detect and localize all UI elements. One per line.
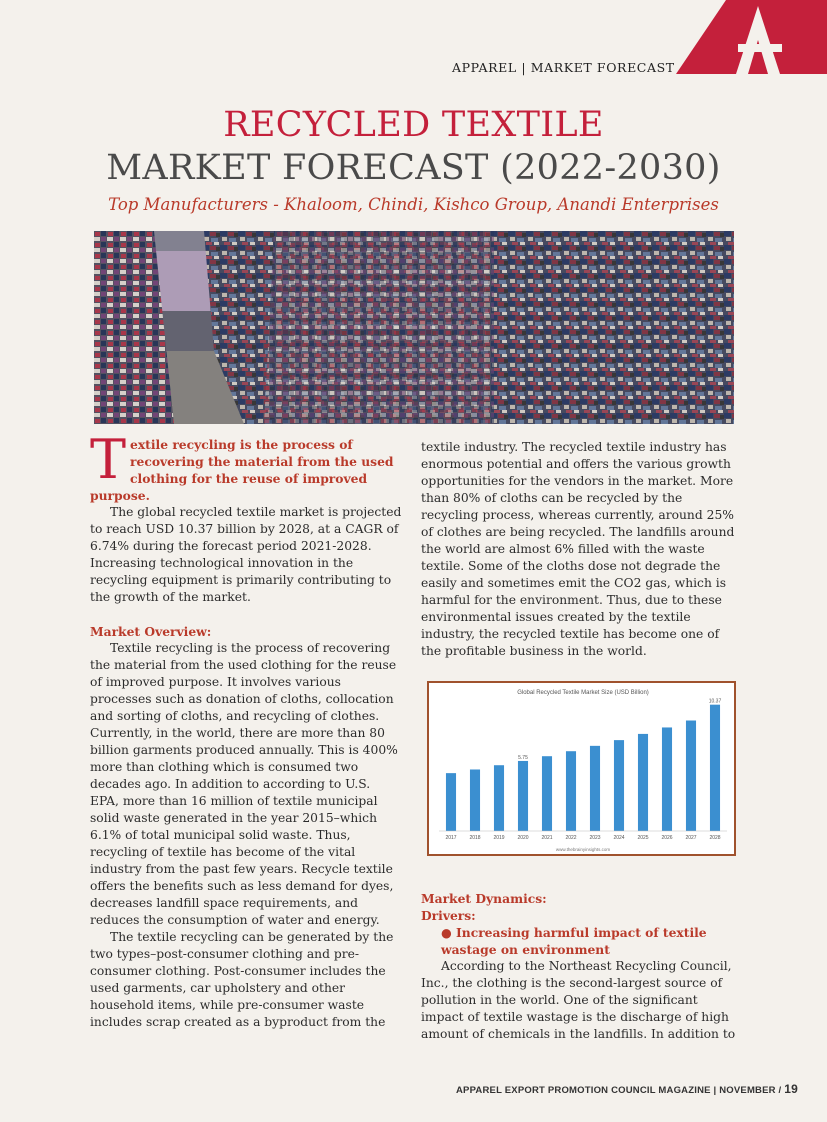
- chart-tick-label: 2026: [661, 835, 673, 841]
- section-label: APPAREL | MARKET FORECAST: [452, 60, 675, 75]
- chart-tick-label: 2024: [613, 835, 625, 841]
- chart-bar-2018: [470, 769, 480, 831]
- chart-bar-2023: [590, 746, 600, 831]
- chart-tick-label: 2021: [541, 835, 553, 841]
- chart-bar-2020: [518, 761, 528, 831]
- market-size-chart: [427, 681, 736, 856]
- paragraph-market-projection: The global recycled textile market is projected to reach USD 10.37 billion by 2028, at a CAGR of 6.74% during the forecast period 2021-2028. Increasing technological innovation in the recycling equipment is primarily contributing to the growth of the market.: [90, 505, 402, 604]
- hero-photo: [94, 231, 734, 424]
- chart-bar-2026: [662, 727, 672, 831]
- magazine-corner-logo: [676, 0, 827, 74]
- chart-tick-label: 2022: [565, 835, 577, 841]
- page-footer: [456, 1082, 798, 1096]
- paragraph-overview: Textile recycling is the process of recovering the material from the used clothing for the reuse of improved purpose. It involves various processes such as donation of cloths, collocation and sorting of cloths, and recycling of clothes. Currently, in the world, there are more than 80 billion garments produced annually. This is 400% more than clothing which is consumed two decades ago. In addition to according to U.S. EPA, more than 16 million of textile municipal solid waste generated in the year 2015–which 6.1% of total municipal solid waste. Thus, recycling of textile has become of the vital industry from the past few years. Recycle textile offers the benefits such as less demand for dyes, decreases landfill space requirements, and reduces the consumption of water and energy.: [90, 641, 398, 927]
- chart-bar-2027: [686, 721, 696, 831]
- article-subtitle: Top Manufacturers - Khaloom, Chindi, Kishco Group, Anandi Enterprises: [108, 195, 719, 214]
- chart-title: Global Recycled Textile Market Size (USD Billion): [517, 690, 649, 696]
- drop-cap: T: [90, 428, 127, 491]
- chart-tick-label: 2025: [637, 835, 649, 841]
- article-title-line1: RECYCLED TEXTILE: [223, 105, 604, 145]
- heading-drivers: Drivers:: [421, 908, 476, 923]
- article-title-line2: MARKET FORECAST (2022-2030): [106, 148, 721, 188]
- chart-bar-2022: [566, 751, 576, 831]
- heading-market-overview: Market Overview:: [90, 624, 212, 639]
- page-number: 19: [784, 1082, 798, 1096]
- chart-tick-label: 2017: [445, 835, 457, 841]
- chart-tick-label: 2028: [709, 835, 721, 841]
- chart-bar-2024: [614, 740, 624, 831]
- chart-data-label: 10.37: [708, 698, 722, 705]
- paragraph-drivers: According to the Northeast Recycling Council, Inc., the clothing is the second-largest source of pollution in the world. One of the significant impact of textile wastage is the discharge of high amount of chemicals in the landfills. In addition to: [421, 959, 736, 1041]
- chart-tick-label: 2019: [493, 835, 505, 841]
- bullet-driver: [421, 924, 737, 958]
- footer-text: APPAREL EXPORT PROMOTION COUNCIL MAGAZINE | NOVEMBER: [456, 1085, 776, 1096]
- paragraph-industry: textile industry. The recycled textile industry has enormous potential and offers the various growth opportunities for the vendors in the market. More than 80% of cloths can be recycled by the recycling process, whereas currently, around 25% of clothes are being recycled. The landfills around the world are almost 6% filled with the waste textile. Some of the cloths dose not degrade the easily and sometimes emit the CO2 gas, which is harmful for the environment. Thus, due to these environmental issues created by the textile industry, the recycled textile has become one of the profitable business in the world.: [421, 440, 735, 658]
- article-column-right-lower: [421, 890, 737, 1043]
- paragraph-types: The textile recycling can be generated by the two types–post-consumer clothing and pre-consumer clothing. Post-consumer includes the used garments, car upholstery and other household items, while pre-consumer waste includes scrap created as a byproduct from the: [90, 930, 394, 1029]
- chart-bar-2019: [494, 765, 504, 831]
- heading-market-dynamics: Market Dynamics:: [421, 891, 547, 906]
- chart-bar-2021: [542, 756, 552, 831]
- article-lead-paragraph: [90, 428, 402, 504]
- chart-bar-2028: [710, 705, 720, 831]
- chart-data-label: 5.75: [518, 754, 528, 761]
- chart-tick-label: 2018: [469, 835, 481, 841]
- lead-text: extile recycling is the process of recovering the material from the used clothing for the reuse of improved purpose.: [90, 437, 394, 503]
- bullet-icon: ●: [441, 925, 457, 940]
- chart-bar-2017: [446, 773, 456, 831]
- chart-canvas: [429, 683, 734, 854]
- chart-tick-label: 2020: [517, 835, 529, 841]
- chart-tick-label: 2023: [589, 835, 601, 841]
- article-column-right: [421, 439, 737, 660]
- article-column-left: [90, 428, 402, 1031]
- bullet-text: Increasing harmful impact of textile wastage on environment: [441, 925, 707, 957]
- chart-source: www.thebrainyinsights.com: [555, 847, 611, 852]
- chart-tick-label: 2027: [685, 835, 697, 841]
- footer-separator: /: [775, 1085, 785, 1096]
- chart-bar-2025: [638, 734, 648, 831]
